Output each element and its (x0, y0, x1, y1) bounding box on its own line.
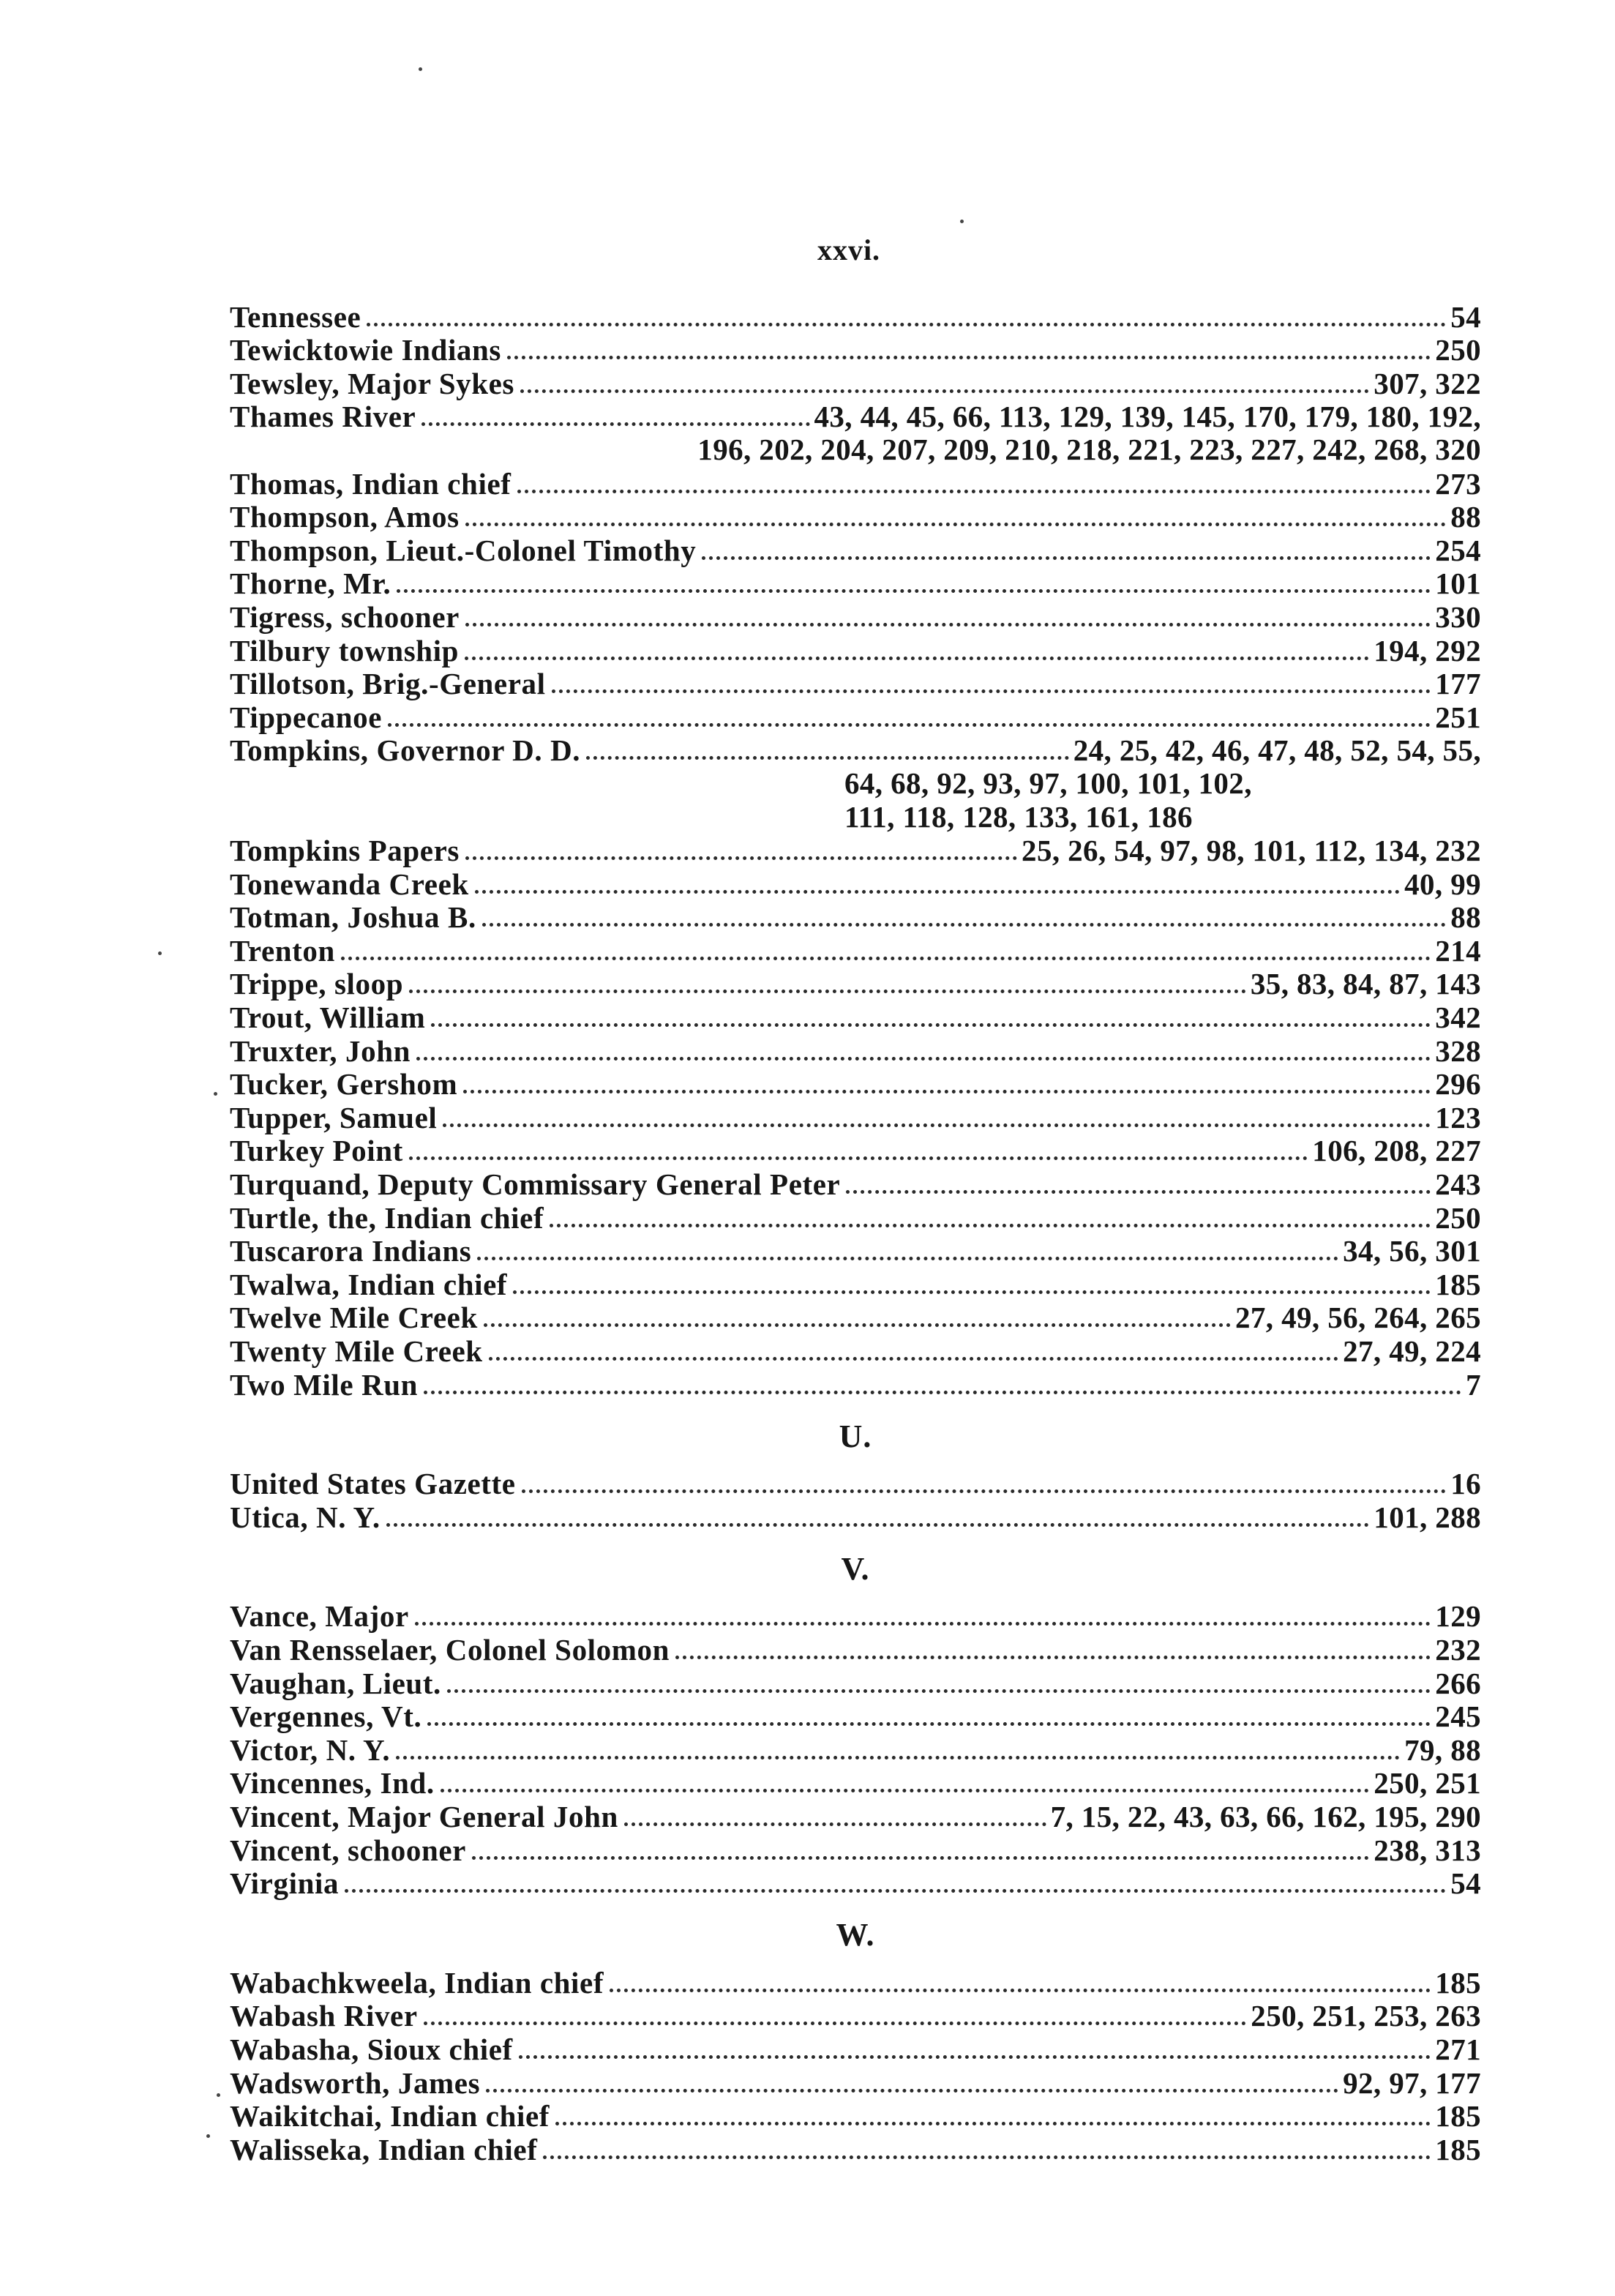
page-references: 254 (1435, 534, 1481, 567)
dot-leader (424, 1391, 1461, 1394)
dot-leader (543, 2155, 1431, 2159)
index-entry (230, 400, 1481, 434)
index-term: Turkey Point (230, 1134, 403, 1168)
page-references: 243 (1435, 1167, 1481, 1202)
index-entry (230, 867, 1481, 901)
page-references: 251 (1435, 700, 1481, 734)
index-term: Twalwa, Indian chief (230, 1268, 508, 1301)
index-entry (230, 1268, 1481, 1301)
index-term: Wadsworth, James (230, 2065, 481, 2100)
index-entry (230, 734, 1481, 768)
dot-leader (397, 589, 1431, 593)
page-references: 101, 288 (1374, 1500, 1481, 1534)
index-term: Turtle, the, Indian chief (230, 1201, 544, 1235)
dot-leader (409, 1156, 1308, 1160)
index-entry (230, 1034, 1481, 1068)
index-term: Thames River (230, 400, 416, 434)
page-references: 273 (1435, 466, 1481, 501)
index-term: Thomas, Indian chief (230, 466, 512, 501)
index-entry (230, 2133, 1481, 2166)
index-term: Two Mile Run (230, 1368, 419, 1402)
page-references: 296 (1435, 1067, 1481, 1102)
dot-leader (465, 657, 1369, 660)
dot-leader (846, 1190, 1431, 1194)
index-entry (230, 1700, 1481, 1734)
index-entry (230, 1235, 1481, 1268)
index-term: Twelve Mile Creek (230, 1301, 478, 1335)
index-term: Tennessee (230, 300, 361, 334)
index-term: Victor, N. Y. (230, 1733, 391, 1767)
page-references-continued: 111, 118, 128, 133, 161, 186 (844, 799, 1193, 834)
index-entry (230, 300, 1481, 334)
page-references: 342 (1435, 1001, 1481, 1035)
page-references: 123 (1435, 1101, 1481, 1134)
section-letter-heading: U. (839, 1418, 872, 1454)
index-entry (230, 467, 1481, 501)
page-references: 16 (1450, 1467, 1481, 1501)
index-term: Utica, N. Y. (230, 1500, 381, 1534)
index-term: Twenty Mile Creek (230, 1334, 483, 1368)
page-references: 185 (1435, 1966, 1481, 2000)
page-references: 106, 208, 227 (1312, 1134, 1481, 1168)
page-references: 54 (1450, 300, 1481, 334)
page-references-continued: 64, 68, 92, 93, 97, 100, 101, 102, (844, 766, 1252, 801)
index-term: Wabachkweela, Indian chief (230, 1966, 604, 2000)
page-references: 24, 25, 42, 46, 47, 48, 52, 54, 55, (1073, 733, 1481, 768)
index-entry (230, 1733, 1481, 1767)
index-term: Tewicktowie Indians (230, 333, 501, 367)
dot-leader (489, 1357, 1338, 1361)
ink-speck (158, 951, 162, 955)
index-term: Thorne, Mr. (230, 566, 391, 601)
index-term: Vance, Major (230, 1599, 409, 1634)
index-list (230, 300, 1481, 2166)
dot-leader (624, 1822, 1046, 1826)
page-references: 43, 44, 45, 66, 113, 129, 139, 145, 170, 179, 180, 192, (814, 400, 1481, 434)
index-term: Vaughan, Lieut. (230, 1666, 441, 1700)
dot-leader (482, 923, 1446, 927)
index-entry (230, 934, 1481, 968)
dot-leader (441, 1789, 1370, 1792)
index-entry (230, 1767, 1481, 1800)
dot-leader (552, 689, 1431, 693)
page-references: 177 (1435, 667, 1481, 701)
index-entry (230, 1467, 1481, 1501)
page-references: 101 (1435, 566, 1481, 601)
dot-leader (465, 856, 1017, 860)
dot-leader (367, 323, 1446, 326)
index-term: Vincent, Major General John (230, 1800, 618, 1833)
dot-leader (702, 556, 1431, 560)
dot-leader (388, 723, 1431, 727)
index-entry (230, 1334, 1481, 1368)
page-references: 27, 49, 56, 264, 265 (1235, 1301, 1481, 1335)
dot-leader (586, 756, 1069, 760)
section-letter-heading: W. (836, 1917, 875, 1953)
page-references: 245 (1435, 1699, 1481, 1734)
page-references: 250 (1435, 333, 1481, 367)
page-references: 232 (1435, 1633, 1481, 1667)
index-entry (230, 834, 1481, 868)
page-references: 250 (1435, 1201, 1481, 1235)
index-term: Tompkins, Governor D. D. (230, 733, 581, 768)
index-term: Walisseka, Indian chief (230, 2133, 538, 2166)
dot-leader (427, 1722, 1431, 1726)
dot-leader (517, 490, 1431, 493)
index-entry (230, 901, 1481, 935)
index-entry (230, 1134, 1481, 1168)
dot-leader (465, 523, 1446, 526)
page-references: 194, 292 (1374, 633, 1481, 668)
index-entry (230, 668, 1481, 701)
page-references: 88 (1450, 900, 1481, 935)
page-references: 35, 83, 84, 87, 143 (1250, 967, 1481, 1001)
index-entry (230, 2033, 1481, 2066)
index-term: Waikitchai, Indian chief (230, 2099, 550, 2134)
index-term: Tigress, schooner (230, 600, 460, 634)
index-term: United States Gazette (230, 1467, 516, 1501)
page-references: 79, 88 (1404, 1733, 1481, 1767)
index-term: Virginia (230, 1866, 340, 1901)
index-entry (230, 334, 1481, 367)
index-term: Tippecanoe (230, 700, 382, 734)
ink-speck (960, 220, 964, 223)
dot-leader (520, 389, 1369, 393)
index-term: Thompson, Amos (230, 500, 460, 534)
index-entry (230, 2066, 1481, 2100)
dot-leader (475, 890, 1400, 894)
index-entry (230, 1633, 1481, 1667)
index-term: Tonewanda Creek (230, 867, 469, 901)
index-term: Tupper, Samuel (230, 1101, 438, 1134)
index-entry (230, 501, 1481, 534)
index-term: Turquand, Deputy Commissary General Peter (230, 1167, 841, 1202)
dot-leader (484, 1323, 1231, 1327)
index-term: Totman, Joshua B. (230, 900, 476, 935)
dot-leader (486, 2089, 1338, 2093)
index-entry (230, 1867, 1481, 1901)
ink-speck (419, 67, 422, 71)
dot-leader (477, 1257, 1338, 1260)
page-references: 250, 251, 253, 263 (1251, 1999, 1481, 2033)
section-letter-heading: V. (841, 1550, 870, 1587)
page-references: 7 (1466, 1368, 1481, 1402)
page-references: 328 (1435, 1034, 1481, 1068)
dot-leader (415, 1622, 1431, 1626)
dot-leader (431, 1023, 1431, 1027)
dot-leader (610, 1989, 1431, 1992)
page-references: 214 (1435, 934, 1481, 968)
dot-leader (409, 990, 1246, 993)
index-term: Wabasha, Sioux chief (230, 2033, 513, 2066)
index-entry (230, 600, 1481, 634)
index-entry (230, 968, 1481, 1001)
dot-leader (463, 1090, 1431, 1093)
index-term: Vincent, schooner (230, 1833, 466, 1867)
page-references: 185 (1435, 2133, 1481, 2166)
index-entry (230, 1800, 1481, 1833)
page-references: 34, 56, 301 (1343, 1234, 1481, 1268)
page-references: 185 (1435, 1268, 1481, 1301)
dot-leader (513, 1290, 1431, 1294)
index-term: Van Rensselaer, Colonel Solomon (230, 1633, 670, 1667)
dot-leader (443, 1123, 1431, 1127)
index-term: Thompson, Lieut.-Colonel Timothy (230, 534, 697, 567)
dot-leader (341, 957, 1431, 960)
index-entry (230, 1368, 1481, 1402)
dot-leader (675, 1656, 1431, 1659)
index-entry (230, 1833, 1481, 1867)
index-entry (230, 1001, 1481, 1034)
index-entry (230, 634, 1481, 668)
index-term: Tillotson, Brig.-General (230, 667, 546, 701)
index-entry (230, 1301, 1481, 1335)
dot-leader (396, 1756, 1400, 1760)
index-term: Tewsley, Major Sykes (230, 367, 514, 400)
index-entry (230, 1966, 1481, 2000)
index-term: Vergennes, Vt. (230, 1699, 422, 1734)
index-entry (230, 700, 1481, 734)
dot-leader (424, 2022, 1247, 2025)
page-references: 185 (1435, 2099, 1481, 2134)
index-entry (230, 1600, 1481, 1634)
index-entry (230, 1167, 1481, 1201)
dot-leader (550, 1224, 1431, 1227)
ink-speck (214, 1092, 217, 1096)
page-references: 271 (1435, 2033, 1481, 2066)
page-references: 88 (1450, 500, 1481, 534)
page-number: xxvi. (817, 233, 881, 266)
page-references: 266 (1435, 1666, 1481, 1700)
index-entry (230, 1500, 1481, 1534)
index-entry (230, 567, 1481, 601)
page-references: 129 (1435, 1599, 1481, 1634)
dot-leader (416, 1057, 1431, 1061)
index-entry (230, 2100, 1481, 2134)
index-term: Trippe, sloop (230, 967, 404, 1001)
page-references-continued: 196, 202, 204, 207, 209, 210, 218, 221, 223, 227, 242, 268, 320 (697, 433, 1481, 467)
ink-speck (217, 2093, 220, 2097)
dot-leader (465, 623, 1431, 627)
dot-leader (447, 1689, 1431, 1693)
page-references: 238, 313 (1374, 1833, 1481, 1867)
dot-leader (421, 422, 809, 426)
dot-leader (472, 1856, 1369, 1860)
index-term: Tucker, Gershom (230, 1067, 458, 1102)
index-term: Truxter, John (230, 1034, 411, 1068)
page-references: 7, 15, 22, 43, 63, 66, 162, 195, 290 (1050, 1800, 1481, 1833)
page-references: 307, 322 (1374, 367, 1481, 400)
index-entry (230, 1201, 1481, 1235)
dot-leader (519, 2055, 1431, 2059)
index-term: Wabash River (230, 1999, 418, 2033)
page-references: 27, 49, 224 (1343, 1334, 1481, 1368)
index-entry (230, 2000, 1481, 2033)
index-entry (230, 1667, 1481, 1700)
index-entry (230, 1101, 1481, 1134)
index-entry (230, 1068, 1481, 1102)
index-term: Tuscarora Indians (230, 1234, 472, 1268)
index-term: Trout, William (230, 1001, 426, 1035)
dot-leader (555, 2122, 1431, 2125)
dot-leader (522, 1489, 1447, 1493)
page-references: 54 (1450, 1866, 1481, 1901)
dot-leader (386, 1523, 1370, 1527)
page-references: 330 (1435, 600, 1481, 634)
index-term: Trenton (230, 934, 335, 968)
dot-leader (345, 1889, 1446, 1893)
page-references: 40, 99 (1404, 867, 1481, 901)
index-entry (230, 534, 1481, 567)
page-references: 250, 251 (1374, 1766, 1481, 1800)
page-references: 92, 97, 177 (1343, 2065, 1481, 2100)
dot-leader (507, 356, 1431, 359)
index-term: Tompkins Papers (230, 834, 460, 868)
page-references: 25, 26, 54, 97, 98, 101, 112, 134, 232 (1022, 834, 1481, 868)
index-term: Tilbury township (230, 633, 460, 668)
ink-speck (206, 2134, 210, 2138)
index-term: Vincennes, Ind. (230, 1766, 435, 1800)
index-entry (230, 367, 1481, 400)
